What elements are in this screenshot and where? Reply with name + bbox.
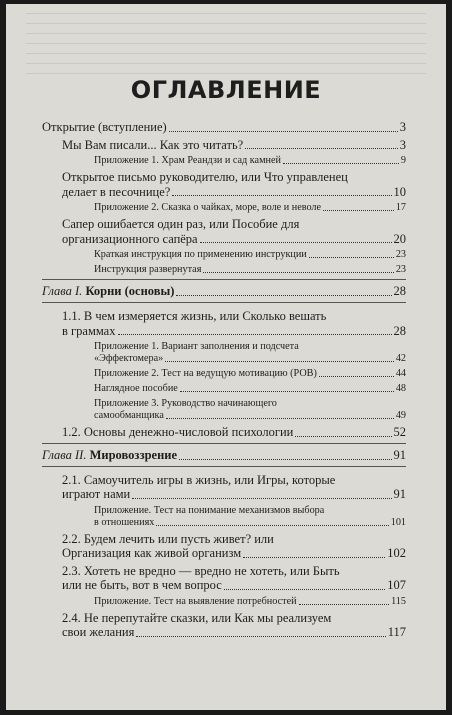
dot-leader <box>136 636 385 637</box>
dot-leader <box>283 163 399 164</box>
dot-leader <box>132 498 391 499</box>
toc-entry-text: Приложение. Тест на понимание механизмов выбора <box>94 504 325 516</box>
toc-entry[interactable] <box>6 217 446 246</box>
toc-entry[interactable] <box>6 383 446 395</box>
toc-entry-text: Открытое письмо руководителю, или Что управленец <box>62 170 348 184</box>
page-number: 44 <box>395 368 406 379</box>
chapter-title: Корни (основы) <box>85 284 175 298</box>
page-number: 48 <box>395 383 406 394</box>
toc-entry-line <box>94 264 446 276</box>
page-number: 3 <box>399 137 406 152</box>
dot-leader <box>169 131 398 132</box>
chapter-rule <box>42 466 406 467</box>
page-number: 101 <box>390 516 406 528</box>
toc-entry[interactable] <box>6 368 446 380</box>
toc-entry-text: Приложение 2. Тест на ведущую мотивацию (РОВ) <box>94 368 317 379</box>
toc-entry-text: «Эффектомера» <box>94 353 164 364</box>
toc-entry-text: делает в песочнице? <box>62 184 171 199</box>
toc-entry[interactable] <box>6 611 446 640</box>
toc-entry-text: Краткая инструкция по применению инструкции <box>94 249 307 260</box>
page-number: 115 <box>391 595 406 607</box>
toc-chapter-entry[interactable] <box>6 447 446 463</box>
toc-entry-text: играют нами <box>62 487 131 501</box>
toc-entry-text: Приложение 2. Сказка о чайках, море, воле и неволе <box>94 202 322 213</box>
toc-entry[interactable] <box>6 120 446 135</box>
dot-leader <box>323 210 394 211</box>
toc-entry[interactable] <box>6 138 446 153</box>
toc-entry[interactable] <box>6 532 446 561</box>
toc-entry-line <box>62 546 446 561</box>
toc-entry[interactable] <box>6 398 446 422</box>
toc-entry[interactable] <box>6 341 446 365</box>
page-number: 20 <box>393 231 406 246</box>
dot-leader <box>245 148 398 149</box>
toc-entry-text: Сапер ошибается один раз, или Пособие для <box>62 217 300 231</box>
toc-chapter-entry[interactable] <box>6 283 446 299</box>
toc-entry-text: Приложение 3. Руководство начинающего <box>94 398 277 409</box>
chapter-title: Мировоззрение <box>89 447 178 462</box>
toc-entry-text: самообманщика <box>94 410 164 421</box>
toc-entry[interactable] <box>6 170 446 199</box>
toc-entry-line <box>94 410 446 422</box>
dot-leader <box>166 418 394 419</box>
toc-entry-text: Приложение. Тест на выявление потребностей <box>94 595 297 607</box>
page-number: 23 <box>395 249 406 260</box>
toc-entry-line <box>62 138 446 153</box>
toc-entry-text: Приложение 1. Вариант заполнения и подсчета <box>94 341 299 352</box>
toc-entry[interactable] <box>6 505 446 529</box>
dot-leader <box>295 436 391 437</box>
toc-chapter-heading <box>42 447 177 463</box>
toc-entry-text: 2.3. Хотеть не вредно — вредно не хотеть, или Быть <box>62 563 340 578</box>
toc-entry[interactable] <box>6 596 446 608</box>
toc-entry-line <box>62 625 446 640</box>
toc-entry[interactable] <box>6 564 446 593</box>
toc-list <box>6 120 446 640</box>
page-number: 102 <box>387 546 406 560</box>
page-number: 3 <box>399 120 406 134</box>
toc-entry-line <box>62 324 446 339</box>
toc-entry-line <box>94 353 446 365</box>
toc-entry-line <box>62 487 446 502</box>
toc-entry[interactable] <box>6 249 446 261</box>
page-number: 42 <box>395 353 406 364</box>
toc-entry-line <box>94 517 446 529</box>
bleed-through-text <box>26 4 426 74</box>
toc-entry-text: 2.2. Будем лечить или пусть живет? или <box>62 531 274 546</box>
toc-entry-text: Инструкция развернутая <box>94 264 202 275</box>
page-number: 117 <box>387 625 406 639</box>
page-number: 9 <box>400 155 406 166</box>
dot-leader <box>176 295 391 296</box>
toc-entry-line <box>42 447 446 463</box>
dot-leader <box>224 589 385 590</box>
toc-entry-line <box>62 232 446 247</box>
page-number: 28 <box>393 284 406 298</box>
toc-entry-line <box>94 383 446 395</box>
toc-title: ОГЛАВЛЕНИЕ <box>130 76 322 104</box>
page-number: 28 <box>393 323 406 338</box>
dot-leader <box>203 272 393 273</box>
toc-entry-line <box>62 578 446 593</box>
chapter-rule <box>42 443 406 444</box>
chapter-label: Глава I. <box>42 284 83 298</box>
dot-leader <box>180 391 394 392</box>
toc-entry-text: Организация как живой организм <box>62 546 242 560</box>
dot-leader <box>243 557 385 558</box>
toc-entry-text: организационного сапёра <box>62 231 198 246</box>
dot-leader <box>118 334 392 335</box>
toc-entry-text: 1.2. Основы денежно-числовой психологии <box>62 425 294 439</box>
page-number: 49 <box>395 410 406 421</box>
page-number: 23 <box>395 264 406 275</box>
toc-chapter-heading <box>42 283 174 299</box>
dot-leader <box>156 525 388 526</box>
dot-leader <box>179 459 391 460</box>
dot-leader <box>172 195 391 196</box>
page-number: 91 <box>393 447 406 462</box>
toc-entry[interactable] <box>6 473 446 502</box>
toc-entry-line <box>42 283 446 299</box>
dot-leader <box>200 242 392 243</box>
toc-entry[interactable] <box>6 425 446 440</box>
toc-entry-text: свои желания <box>62 625 135 639</box>
toc-entry-line <box>42 120 446 135</box>
toc-entry-text: Наглядное пособие <box>94 383 178 394</box>
toc-entry[interactable] <box>6 202 446 214</box>
toc-entry[interactable] <box>6 155 446 167</box>
toc-entry-text: 1.1. В чем измеряется жизнь, или Сколько вешать <box>62 309 327 323</box>
toc-entry-line <box>62 425 446 440</box>
toc-entry-line <box>94 368 446 380</box>
page-number: 107 <box>387 578 406 592</box>
dot-leader <box>165 361 394 362</box>
chapter-rule <box>42 279 406 280</box>
toc-entry[interactable] <box>6 309 446 338</box>
toc-entry-text: в отношениях <box>94 516 155 528</box>
toc-entry-text: Открытие (вступление) <box>42 120 167 134</box>
toc-entry-line <box>94 596 446 608</box>
toc-entry[interactable] <box>6 264 446 276</box>
dot-leader <box>319 376 394 377</box>
toc-entry-line <box>94 202 446 214</box>
toc-entry-text: 2.4. Не перепутайте сказки, или Как мы реализуем <box>62 610 332 625</box>
toc-entry-line <box>94 249 446 261</box>
dot-leader <box>299 604 390 605</box>
toc-entry-text: Приложение 1. Храм Реандзи и сад камней <box>94 155 281 166</box>
page-number: 10 <box>393 184 406 199</box>
toc-entry-line <box>62 185 446 200</box>
chapter-label: Глава II. <box>42 447 87 462</box>
page-number: 91 <box>393 487 406 501</box>
book-page <box>6 4 446 710</box>
toc-entry-text: Мы Вам писали... Как это читать? <box>62 137 244 152</box>
chapter-rule <box>42 302 406 303</box>
toc-entry-text: в граммах <box>62 323 116 338</box>
toc-entry-text: или не быть, вот в чем вопрос <box>62 578 222 592</box>
toc-entry-line <box>94 155 446 167</box>
page-number: 17 <box>395 202 406 213</box>
dot-leader <box>309 257 394 258</box>
page-number: 52 <box>393 425 406 439</box>
toc-entry-text: 2.1. Самоучитель игры в жизнь, или Игры, которые <box>62 472 336 487</box>
